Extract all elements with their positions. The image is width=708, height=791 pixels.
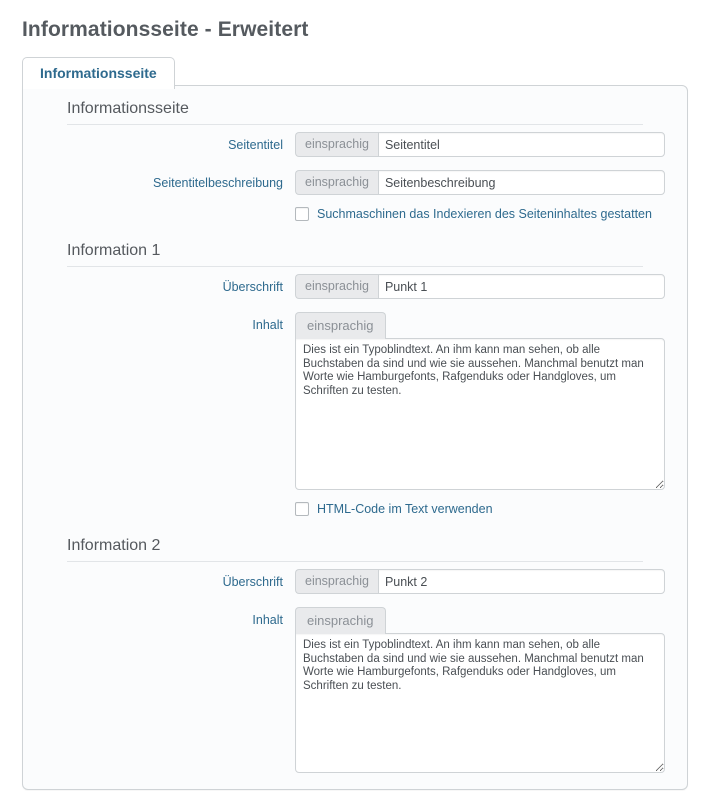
seitentitel-input[interactable] — [378, 132, 665, 157]
input-combo — [295, 170, 665, 195]
input-combo — [295, 132, 665, 157]
field-control — [295, 569, 665, 594]
field-inhalt-1 — [45, 305, 665, 496]
section-information-2 — [45, 523, 665, 562]
section-heading: Information 1 — [67, 228, 643, 267]
field-control — [295, 607, 665, 773]
checkbox-html-code-1[interactable] — [295, 502, 309, 516]
ueberschrift-1-input[interactable] — [378, 274, 665, 299]
input-combo — [295, 274, 665, 299]
field-label: Überschrift — [222, 280, 283, 294]
inhalt-1-textarea[interactable] — [295, 338, 665, 490]
language-tag: einsprachig — [295, 312, 386, 339]
checkbox-label: Suchmaschinen das Indexieren des Seiteninhaltes gestatten — [317, 207, 652, 221]
section-informationsseite — [45, 86, 665, 125]
field-control — [295, 312, 665, 490]
checkbox-indexing[interactable] — [295, 207, 309, 221]
ueberschrift-2-input[interactable] — [378, 569, 665, 594]
section-heading: Information 2 — [67, 523, 643, 562]
language-tag: einsprachig — [295, 569, 378, 594]
tab-strip — [22, 56, 708, 86]
section-information-1 — [45, 228, 665, 267]
checkbox-row-html-1[interactable] — [45, 496, 665, 523]
tab-informationsseite[interactable]: Informationsseite — [22, 57, 175, 89]
field-label: Überschrift — [222, 575, 283, 589]
field-seitentitelbeschreibung — [45, 163, 665, 201]
field-label: Inhalt — [252, 318, 283, 332]
inhalt-2-textarea[interactable] — [295, 633, 665, 773]
language-tag: einsprachig — [295, 607, 386, 634]
field-label: Seitentitel — [228, 138, 283, 152]
language-tag: einsprachig — [295, 170, 378, 195]
field-ueberschrift-1 — [45, 267, 665, 305]
language-tag: einsprachig — [295, 274, 378, 299]
field-seitentitel — [45, 125, 665, 163]
field-control — [295, 170, 665, 195]
field-label: Seitentitelbeschreibung — [153, 176, 283, 190]
input-combo — [295, 569, 665, 594]
form-panel — [22, 85, 688, 790]
field-control — [295, 132, 665, 157]
checkbox-label: HTML-Code im Text verwenden — [317, 502, 493, 516]
field-inhalt-2 — [45, 600, 665, 779]
field-label: Inhalt — [252, 613, 283, 627]
section-heading: Informationsseite — [67, 86, 643, 125]
seitentitelbeschreibung-input[interactable] — [378, 170, 665, 195]
field-control — [295, 274, 665, 299]
field-ueberschrift-2 — [45, 562, 665, 600]
checkbox-row-indexing[interactable] — [45, 201, 665, 228]
language-tag: einsprachig — [295, 132, 378, 157]
page-title: Informationsseite - Erweitert — [22, 18, 309, 41]
